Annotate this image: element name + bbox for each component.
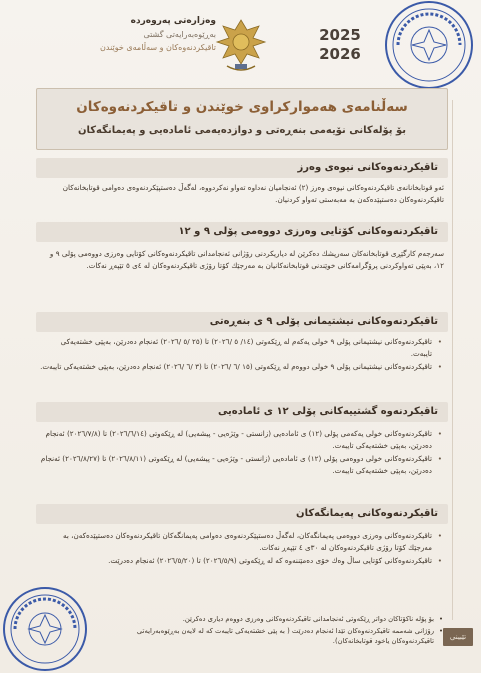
- note-item: • رۆژانی شەممە تاقیكردنەوەكان تێدا ئەنجام دەدرێت ( بە پێی خشتەیەكی تایبەت كە لە لایەن بەڕێوەبەرایەتی تاقیكردنەوەكان یاخود قوتابخانەكان).: [104, 626, 444, 646]
- section-text-final-term: سەرجەم كارگێڕی قوتابخانەكان سەرپشك دەكرێن لە دیاریكردنی رۆژانی ئەنجامدانی تاقیكردنەوەكانی كۆتایی وەرزی دووەمی پۆلی ٩ و ١٢، بەپێی تەواوكردنی پرۆگرامەكانی خوێندنی قوتابخانەكانیان بە مەرجێك كۆتا رۆژی تاقیكردنەوەكان لە ٤ی ٥ تێپەڕ نەكات.: [49, 249, 444, 270]
- year-end: 2026: [319, 45, 361, 63]
- section-heading-grade9: تاقیكردنەوەكانی نیشتیمانی پۆلی ٩ ی بنەڕەتی: [36, 312, 448, 332]
- year-start: 2025: [319, 26, 361, 44]
- directorate-line-2: تاقیکردنەوەکان و سەڵامەی خوێندن: [100, 43, 216, 52]
- section-heading-institutes: تاقیكردنەوەكانی پەیمانگەكان: [36, 504, 448, 524]
- notes-tag: تێبینی: [443, 628, 473, 646]
- section-heading-midterm: تاقیكردنەوەكانی نیوەی وەرز: [36, 158, 448, 178]
- list-item: • تاقیكردنەوەكانی نیشتیمانی پۆلی ٩ خولی دووەم لە ڕێكەوتی (١٥ /٦ /٢٠٢٦) تا (٣ /٦ /٢٠٢٦) ئەنجام دەدرێن، بەپێی خشتەیەكی تایبەت.: [40, 361, 444, 373]
- section-heading-final-term: تاقیكردنەوەكانی كۆتایی وەرزی دووەمی پۆلی ٩ و ١٢: [36, 222, 448, 242]
- institutes-list: [40, 530, 444, 569]
- directorate-line-1: بەڕێوەبەرایەتی گشتی: [143, 30, 216, 39]
- ministry-seal-top-icon: [384, 0, 474, 90]
- list-item: • تاقیكردنەوەكانی خولی یەكەمی پۆلی (١٢) ی ئامادەیی (زانستی - وێژەیی - پیشەیی) لە ڕێكەوتی (٢٠٢٦/٦/١٤) تا (٢٠٢٦/٧/٨) ئەنجام دەدرێن، بەپێی خشتەیەكی تایبەت.: [40, 428, 444, 451]
- list-item: • تاقیكردنەوەكانی وەرزی دووەمی پەیمانگەكان، لەگەڵ دەستپێكردنەوەی دەوامی پەیمانگەكان تاقیكردنەوەكان دەستپێدەكەن، بە مەرجێك كۆتا رۆژی تاقیكردنەوەكان لە ٣٠ی ٤ تێپەڕ نەكات.: [40, 530, 444, 553]
- section-text-midterm: ئەو قوتابخانانەی تاقیكردنەوەكانی نیوەی وەرز (٢) ئەنجامیان نەداوە تەواو نەكردووە، لەگەڵ دەستپێكردنەوەی دەوامی قوتابخانەكان تاقیكردنەوەكان دەستپێدەكەن بە مەبەستی تەواو كردنیان.: [62, 183, 444, 204]
- decorative-divider: [452, 100, 453, 620]
- kurdistan-emblem-icon: [213, 14, 269, 76]
- note-item: • بۆ پۆلە ناكۆتاكان دواتر ڕێكەوتی ئەنجامدانی تاقیكردنەوەكانی وەرزی دووەم دیاری دەكرێن.: [104, 614, 444, 624]
- notes-list: [104, 614, 444, 648]
- title-panel: [36, 88, 448, 150]
- list-item: • تاقیكردنەوەكانی نیشتیمانی پۆلی ٩ خولی یەكەم لە ڕێكەوتی (١٤/ ٥ /٢٠٢٦) تا (٢٥ /٥ /٢٠٢٦) ئەنجام دەدرێن، بەپێی خشتەیەكی تایبەت.: [40, 336, 444, 359]
- page-subtitle: بۆ پۆلەكانی نۆیەمی بنەڕەتی و دوازدەیەمی ئامادەیی و پەیمانگەكان: [77, 125, 407, 136]
- page-title: سەڵنامەی هەمواركراوی خوێندن و تاقیكردنەوەكان: [76, 99, 408, 115]
- grade12-list: [40, 428, 444, 478]
- ministry-seal-bottom-icon: [2, 586, 88, 672]
- list-item: • تاقیكردنەوەكانی كۆتایی ساڵ وەك خۆی دەمێننەوە كە لە ڕێكەوتی (٢٠٢٦/٥/٩) تا (٢٠٢٦/٥/٢٠) ئەنجام دەدرێت.: [40, 555, 444, 567]
- list-item: • تاقیكردنەوەكانی خولی دووەمی پۆلی (١٢) ی ئامادەیی (زانستی - وێژەیی - پیشەیی) لە ڕێكەوتی (٢٠٢٦/٨/١١) تا (٢٠٢٦/٨/٢٧) ئەنجام دەدرێن، بەپێی خشتەیەكی تایبەت.: [40, 453, 444, 476]
- section-heading-grade12: تاقیكردنەوە گشتییەكانی پۆلی ١٢ ی ئامادەیی: [36, 402, 448, 422]
- ministry-header: [30, 16, 216, 52]
- academic-year: [312, 26, 368, 64]
- grade9-list: [40, 336, 444, 375]
- ministry-name: وەزارەتی پەروەردە: [130, 16, 216, 26]
